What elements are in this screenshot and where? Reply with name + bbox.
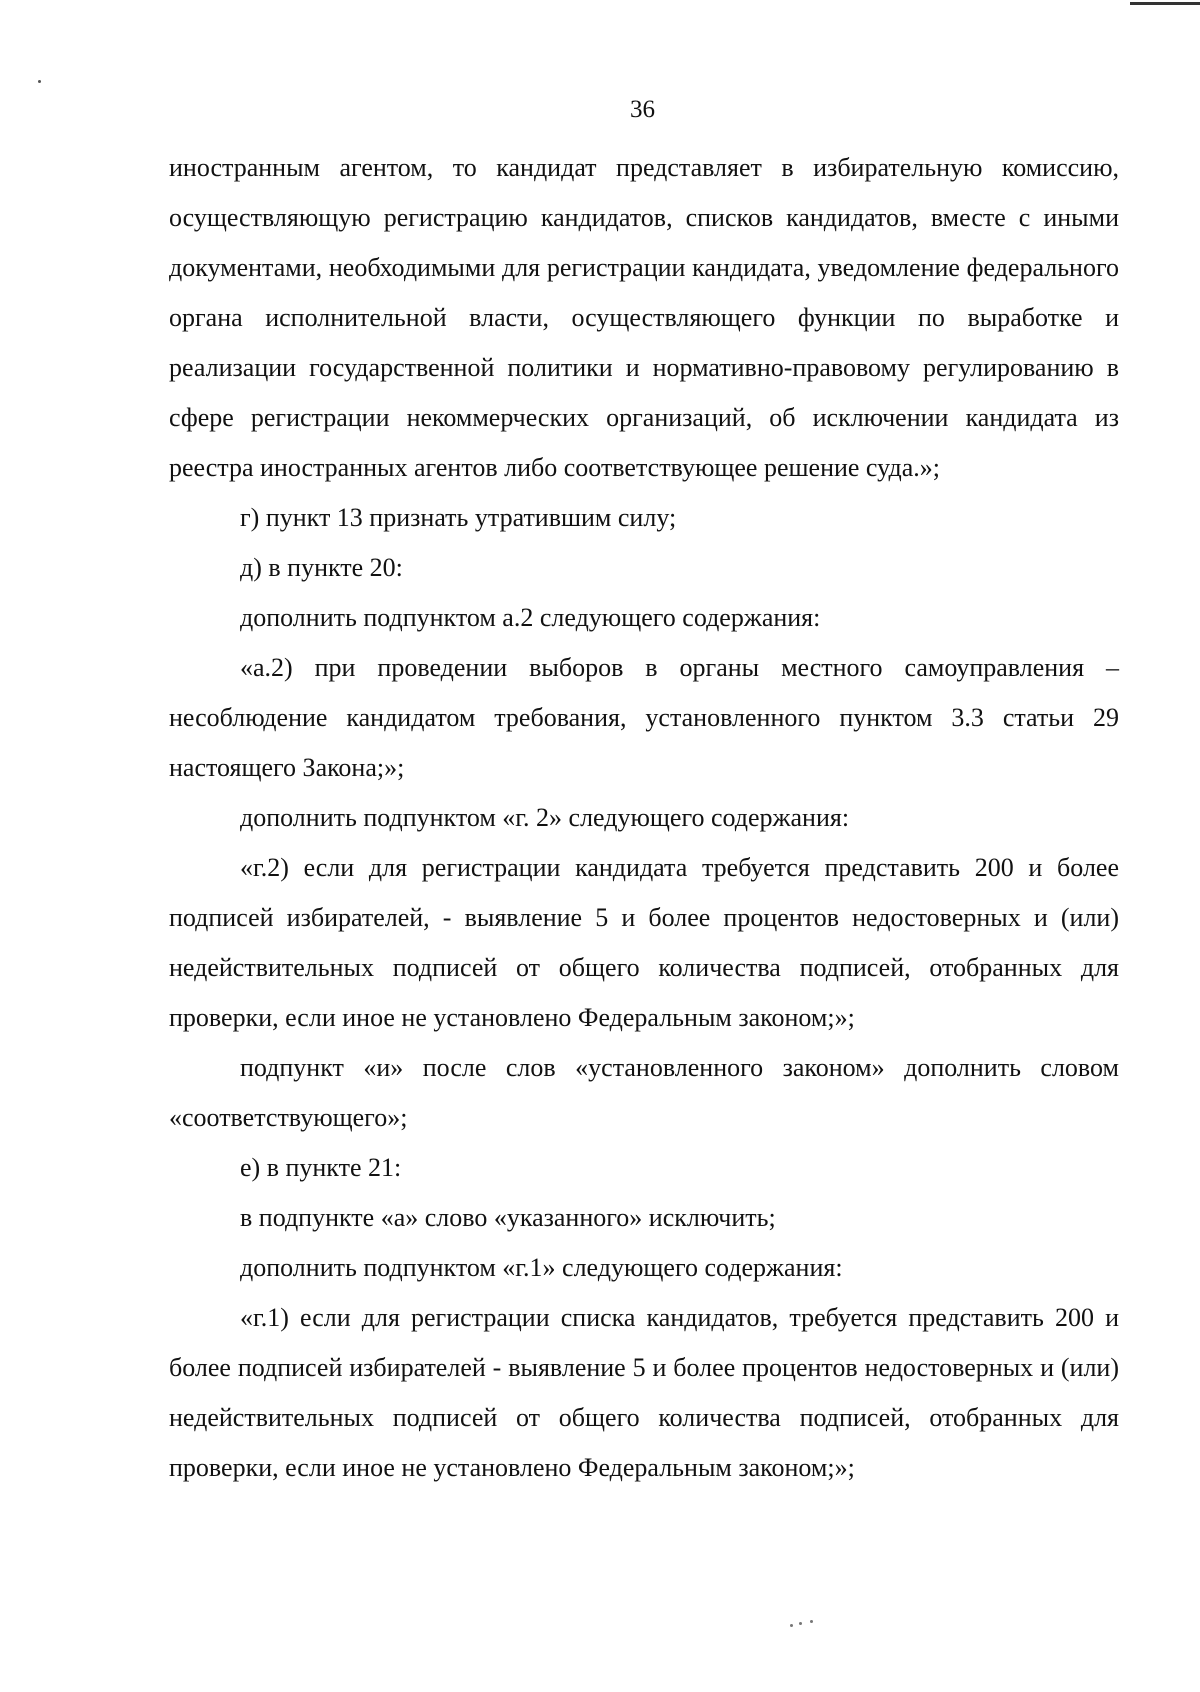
paragraph: е) в пункте 21:: [240, 1153, 402, 1182]
scan-speck: [38, 80, 41, 83]
paragraph: дополнить подпунктом «г.1» следующего содержания:: [240, 1253, 843, 1282]
paragraph: иностранным агентом, то кандидат представляет в избирательную комиссию, осуществляющую регистрацию кандидатов, списков кандидатов, вместе с иными документами, необходимыми для регистрации кандидата, уведомление федерального органа исполнительной власти, осуществляющего функции по выработке и реализации государственной политики и нормативно-правовому регулированию в сфере регистрации некоммерческих организаций, об исключении кандидата из реестра иностранных агентов либо соответствующее решение суда.»;: [169, 153, 1119, 482]
paragraph: «г.1) если для регистрации списка кандидатов, требуется представить 200 и более подписей избирателей - выявление 5 и более процентов недостоверных и (или) недействительных подписей от общего количества подписей, отобранных для проверки, если иное не установлено Федеральным законом;»;: [169, 1303, 1119, 1482]
paragraph: дополнить подпунктом а.2 следующего содержания:: [240, 603, 821, 632]
document-body: [169, 143, 1119, 1493]
paragraph: подпункт «и» после слов «установленного законом» дополнить словом «соответствующего»;: [169, 1053, 1119, 1132]
paragraph: «г.2) если для регистрации кандидата требуется представить 200 и более подписей избирателей, - выявление 5 и более процентов недостоверных и (или) недействительных подписей от общего количества подписей, отобранных для проверки, если иное не установлено Федеральным законом;»;: [169, 853, 1119, 1032]
paragraph: г) пункт 13 признать утратившим силу;: [240, 503, 677, 532]
paragraph: дополнить подпунктом «г. 2» следующего содержания:: [240, 803, 850, 832]
paragraph: д) в пункте 20:: [240, 553, 403, 582]
scan-edge-mark: [1130, 2, 1200, 5]
page-number: 36: [630, 96, 655, 123]
scan-smudge: [790, 1620, 816, 1628]
paragraph: «а.2) при проведении выборов в органы местного самоуправления – несоблюдение кандидатом требования, установленного пунктом 3.3 статьи 29 настоящего Закона;»;: [169, 653, 1119, 782]
paragraph: в подпункте «а» слово «указанного» исключить;: [240, 1203, 776, 1232]
